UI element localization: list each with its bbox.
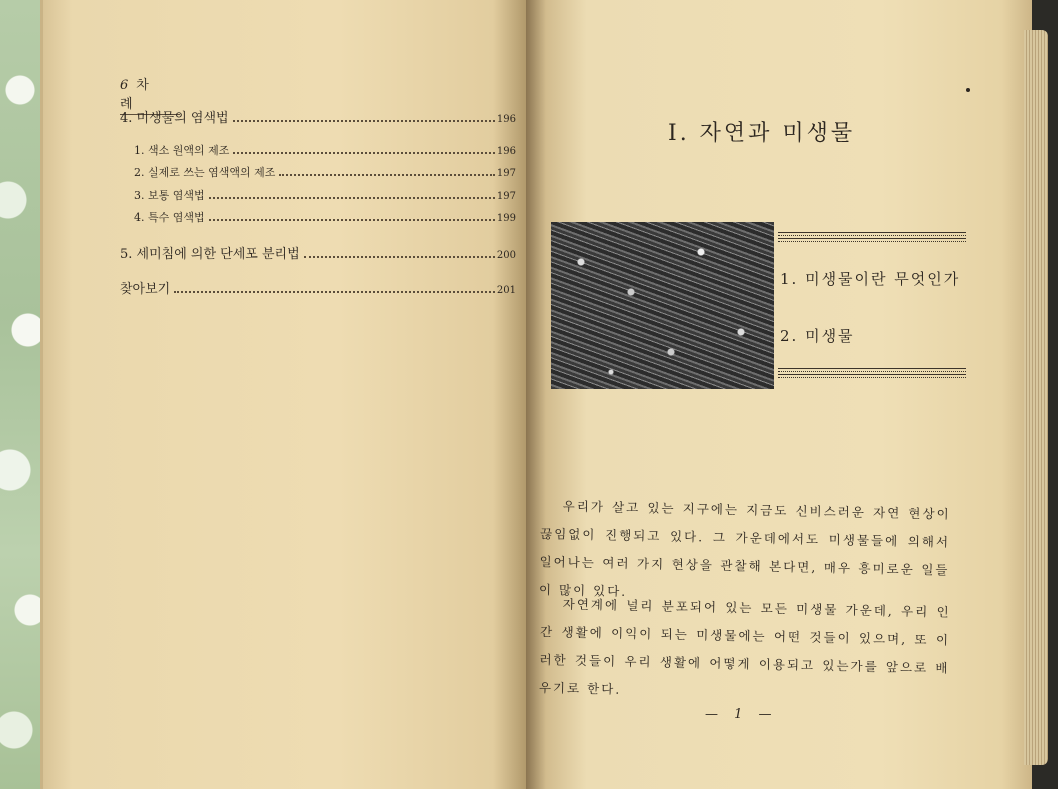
toc-entry-page: 196: [496, 114, 516, 125]
section-heading: 1. 미생물이란 무엇인가: [780, 270, 961, 288]
microbe-photo: [551, 222, 774, 389]
paragraph-text: 자연계에 널리 분포되어 있는 모든 미생물 가운데, 우리 인간 생활에 이익이 되는 미생물에는 어떤 것들이 있으며, 또 이러한 것들이 우리 생활에 어떻게 이용되고 있는가를 앞으로 배우기로 한다.: [538, 596, 951, 697]
section-rule-top: [778, 232, 966, 244]
print-mark: [966, 88, 970, 92]
toc-entry-title: 찾아보기: [120, 282, 171, 297]
toc-entry[interactable]: [134, 164, 516, 180]
body-paragraph: [539, 590, 951, 711]
header-label: 차 례: [120, 78, 157, 112]
toc-entry-title: 3. 보통 염색법: [134, 189, 205, 202]
toc-entry-page: 197: [496, 168, 516, 179]
toc-leader: [174, 291, 495, 293]
toc-entry[interactable]: [120, 243, 516, 262]
paragraph-text: 우리가 살고 있는 지구에는 지금도 신비스러운 자연 현상이 끊임없이 진행되고 있다. 그 가운데에서도 미생물들에 의해서 일어나는 여러 가지 현상을 관찰해 본다면, 매우 흥미로운 일들이 많이 있다.: [538, 498, 951, 599]
page-number: — 1 —: [705, 707, 778, 722]
toc-leader: [233, 152, 495, 154]
page-edges: [1024, 30, 1048, 765]
toc-entry[interactable]: [120, 107, 516, 126]
toc-entry-title: 4. 미생물의 염색법: [120, 111, 229, 126]
toc-entry-page: 199: [496, 213, 516, 224]
toc-leader: [279, 174, 495, 176]
toc-entry-title: 1. 색소 원액의 제조: [134, 144, 230, 157]
header-page-number: 6: [120, 78, 129, 93]
toc-leader: [209, 197, 495, 199]
section-heading: 2. 미생물: [780, 327, 855, 345]
toc-entry-title: 2. 실제로 쓰는 염색액의 제조: [134, 166, 276, 179]
section-rule-bottom: [778, 368, 966, 380]
toc-entry[interactable]: [134, 209, 516, 225]
toc-entry[interactable]: [120, 278, 516, 297]
toc-entry[interactable]: [134, 187, 516, 203]
toc-entry-page: 197: [496, 191, 516, 202]
toc-leader: [304, 256, 495, 258]
toc-leader: [233, 120, 495, 122]
toc-entry[interactable]: [134, 142, 516, 158]
toc-entry-title: 4. 특수 염색법: [134, 211, 205, 224]
toc-entry-page: 201: [496, 285, 516, 296]
toc-leader: [209, 219, 495, 221]
chapter-title: I. 자연과 미생물: [668, 121, 856, 146]
toc-entry-page: 200: [496, 250, 516, 261]
toc-entry-page: 196: [496, 146, 516, 157]
toc-entry-title: 5. 세미침에 의한 단세포 분리법: [120, 247, 300, 262]
